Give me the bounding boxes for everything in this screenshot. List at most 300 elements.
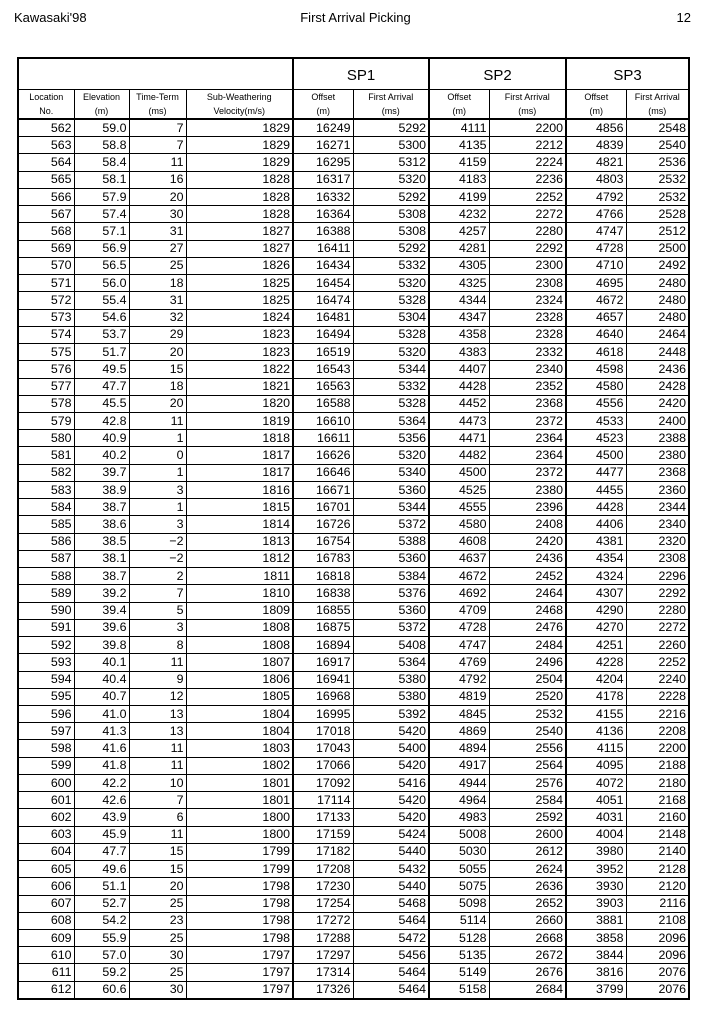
table-cell: 5392 (353, 705, 429, 722)
table-cell: 1802 (186, 757, 293, 774)
column-header-7: First Arrival (489, 90, 566, 105)
table-cell: 2212 (489, 137, 566, 154)
table-cell: 57.0 (74, 947, 129, 964)
table-cell: 2352 (489, 378, 566, 395)
table-cell: 5424 (353, 826, 429, 843)
table-cell: 0 (129, 447, 186, 464)
table-cell: 1804 (186, 723, 293, 740)
table-cell: 565 (18, 171, 74, 188)
table-cell: 2492 (626, 257, 689, 274)
table-cell: 58.4 (74, 154, 129, 171)
table-cell: 2448 (626, 344, 689, 361)
table-cell: 2228 (626, 688, 689, 705)
table-cell: 5055 (429, 861, 489, 878)
table-cell: 2340 (626, 516, 689, 533)
table-row (18, 843, 689, 860)
table-row (18, 585, 689, 602)
table-cell: 16941 (293, 671, 353, 688)
table-cell: 1815 (186, 499, 293, 516)
table-cell: 2548 (626, 119, 689, 137)
table-cell: 2464 (626, 326, 689, 343)
table-cell: 31 (129, 223, 186, 240)
table-cell: 2364 (489, 447, 566, 464)
table-cell: 2540 (626, 137, 689, 154)
table-cell: 2372 (489, 464, 566, 481)
table-cell: 1822 (186, 361, 293, 378)
table-cell: 16917 (293, 654, 353, 671)
table-cell: 4869 (429, 723, 489, 740)
table-cell: 5320 (353, 344, 429, 361)
table-cell: 16588 (293, 395, 353, 412)
table-cell: 590 (18, 602, 74, 619)
table-cell: 5432 (353, 861, 429, 878)
table-cell: 5360 (353, 550, 429, 567)
table-cell: 20 (129, 188, 186, 205)
table-cell: 16295 (293, 154, 353, 171)
table-cell: 38.7 (74, 499, 129, 516)
table-cell: 603 (18, 826, 74, 843)
table-cell: 2676 (489, 964, 566, 981)
table-cell: 17018 (293, 723, 353, 740)
table-cell: 1803 (186, 740, 293, 757)
table-cell: 594 (18, 671, 74, 688)
table-row (18, 774, 689, 791)
table-cell: 4111 (429, 119, 489, 137)
table-cell: 2 (129, 568, 186, 585)
table-cell: 2684 (489, 981, 566, 999)
table-cell: 2344 (626, 499, 689, 516)
page-number: 12 (676, 10, 691, 25)
table-cell: 3799 (566, 981, 626, 999)
table-cell: 5356 (353, 430, 429, 447)
table-cell: 2252 (626, 654, 689, 671)
table-cell: 3844 (566, 947, 626, 964)
table-cell: 596 (18, 705, 74, 722)
table-cell: 5360 (353, 602, 429, 619)
table-cell: −2 (129, 533, 186, 550)
table-cell: 4347 (429, 309, 489, 326)
table-cell: 586 (18, 533, 74, 550)
table-row (18, 481, 689, 498)
table-cell: 45.5 (74, 395, 129, 412)
table-cell: 16754 (293, 533, 353, 550)
table-cell: 5128 (429, 930, 489, 947)
table-cell: 4894 (429, 740, 489, 757)
table-cell: 2600 (489, 826, 566, 843)
table-cell: 39.8 (74, 637, 129, 654)
table-cell: 38.7 (74, 568, 129, 585)
table-cell: 7 (129, 792, 186, 809)
table-cell: 5456 (353, 947, 429, 964)
table-cell: 2368 (489, 395, 566, 412)
table-cell: 1798 (186, 878, 293, 895)
table-cell: 2108 (626, 912, 689, 929)
table-cell: 4608 (429, 533, 489, 550)
table-cell: 3980 (566, 843, 626, 860)
column-unit-9: (ms) (626, 104, 689, 119)
table-cell: 3903 (566, 895, 626, 912)
table-cell: 5332 (353, 378, 429, 395)
table-cell: 597 (18, 723, 74, 740)
table-cell: 2428 (626, 378, 689, 395)
table-cell: 17326 (293, 981, 353, 999)
table-cell: 4482 (429, 447, 489, 464)
blank-header-cell (18, 58, 293, 90)
table-cell: 54.6 (74, 309, 129, 326)
table-cell: 59.0 (74, 119, 129, 137)
table-cell: 2200 (626, 740, 689, 757)
table-cell: 2188 (626, 757, 689, 774)
table-row (18, 188, 689, 205)
table-cell: 593 (18, 654, 74, 671)
document-header-left: Kawasaki'98 (14, 10, 87, 25)
table-cell: 2396 (489, 499, 566, 516)
table-cell: 47.7 (74, 378, 129, 395)
table-cell: 3816 (566, 964, 626, 981)
table-row (18, 464, 689, 481)
table-cell: 4344 (429, 292, 489, 309)
table-cell: 2216 (626, 705, 689, 722)
table-cell: 4747 (566, 223, 626, 240)
table-cell: 5292 (353, 119, 429, 137)
table-cell: 5320 (353, 447, 429, 464)
table-cell: 16611 (293, 430, 353, 447)
table-cell: 3858 (566, 930, 626, 947)
table-cell: 42.6 (74, 792, 129, 809)
table-cell: 2500 (626, 240, 689, 257)
table-cell: 5135 (429, 947, 489, 964)
table-cell: 1801 (186, 774, 293, 791)
table-cell: 15 (129, 861, 186, 878)
table-cell: 17133 (293, 809, 353, 826)
table-cell: 16481 (293, 309, 353, 326)
table-cell: 1821 (186, 378, 293, 395)
table-cell: 1827 (186, 223, 293, 240)
table-cell: 2280 (626, 602, 689, 619)
table-cell: 47.7 (74, 843, 129, 860)
table-cell: 578 (18, 395, 74, 412)
table-cell: 1823 (186, 326, 293, 343)
table-cell: 17208 (293, 861, 353, 878)
table-cell: 2452 (489, 568, 566, 585)
table-row (18, 757, 689, 774)
table-cell: 2208 (626, 723, 689, 740)
table-row (18, 912, 689, 929)
table-cell: 18 (129, 378, 186, 395)
table-cell: 5372 (353, 619, 429, 636)
table-cell: 3952 (566, 861, 626, 878)
table-cell: 13 (129, 705, 186, 722)
table-cell: 4383 (429, 344, 489, 361)
table-cell: 2364 (489, 430, 566, 447)
table-cell: 3 (129, 481, 186, 498)
table-cell: 20 (129, 878, 186, 895)
table-row (18, 602, 689, 619)
table-row (18, 378, 689, 395)
table-cell: 4792 (566, 188, 626, 205)
table-cell: 17288 (293, 930, 353, 947)
table-cell: 1826 (186, 257, 293, 274)
table-cell: 581 (18, 447, 74, 464)
table-cell: 602 (18, 809, 74, 826)
table-cell: 5400 (353, 740, 429, 757)
table-row (18, 930, 689, 947)
table-cell: 2520 (489, 688, 566, 705)
table-cell: 4407 (429, 361, 489, 378)
table-cell: 612 (18, 981, 74, 999)
table-cell: 17314 (293, 964, 353, 981)
table-row (18, 671, 689, 688)
table-cell: 23 (129, 912, 186, 929)
table-cell: 4917 (429, 757, 489, 774)
table-cell: 4964 (429, 792, 489, 809)
table-cell: 591 (18, 619, 74, 636)
table-cell: 2168 (626, 792, 689, 809)
table-cell: 4455 (566, 481, 626, 498)
table-cell: 583 (18, 481, 74, 498)
table-cell: 2636 (489, 878, 566, 895)
table-cell: 2496 (489, 654, 566, 671)
table-cell: 4728 (566, 240, 626, 257)
table-cell: 11 (129, 154, 186, 171)
table-cell: 1810 (186, 585, 293, 602)
table-cell: 6 (129, 809, 186, 826)
table-cell: 16701 (293, 499, 353, 516)
table-cell: 2576 (489, 774, 566, 791)
table-cell: 2200 (489, 119, 566, 137)
table-cell: 17182 (293, 843, 353, 860)
table-cell: 54.2 (74, 912, 129, 929)
table-cell: 5384 (353, 568, 429, 585)
table-cell: 16317 (293, 171, 353, 188)
table-cell: 53.7 (74, 326, 129, 343)
table-cell: 2252 (489, 188, 566, 205)
table-cell: 4839 (566, 137, 626, 154)
column-header-6: Offset (429, 90, 489, 105)
table-cell: 17114 (293, 792, 353, 809)
table-cell: 2468 (489, 602, 566, 619)
table-cell: 5292 (353, 188, 429, 205)
table-cell: 4747 (429, 637, 489, 654)
table-cell: 2564 (489, 757, 566, 774)
table-cell: 16783 (293, 550, 353, 567)
table-cell: 4204 (566, 671, 626, 688)
table-cell: 1805 (186, 688, 293, 705)
table-cell: 5420 (353, 757, 429, 774)
table-cell: 2292 (489, 240, 566, 257)
table-row (18, 809, 689, 826)
table-row (18, 981, 689, 999)
table-cell: 39.7 (74, 464, 129, 481)
table-cell: 1814 (186, 516, 293, 533)
table-cell: 16894 (293, 637, 353, 654)
table-cell: 16364 (293, 206, 353, 223)
table-cell: 2368 (626, 464, 689, 481)
table-cell: 1819 (186, 412, 293, 429)
table-cell: 3881 (566, 912, 626, 929)
table-cell: 5340 (353, 464, 429, 481)
table-cell: 2584 (489, 792, 566, 809)
table-cell: 2532 (489, 705, 566, 722)
table-cell: 5308 (353, 206, 429, 223)
column-unit-2: (ms) (129, 104, 186, 119)
table-cell: 30 (129, 981, 186, 999)
table-row (18, 430, 689, 447)
table-row (18, 119, 689, 137)
table-cell: 16494 (293, 326, 353, 343)
table-cell: 16610 (293, 412, 353, 429)
table-cell: 16671 (293, 481, 353, 498)
table-cell: 1798 (186, 895, 293, 912)
table-cell: 2116 (626, 895, 689, 912)
column-header-8: Offset (566, 90, 626, 105)
table-cell: 9 (129, 671, 186, 688)
table-cell: 39.2 (74, 585, 129, 602)
table-cell: 2360 (626, 481, 689, 498)
table-cell: 604 (18, 843, 74, 860)
table-cell: 2480 (626, 292, 689, 309)
table-cell: 589 (18, 585, 74, 602)
table-cell: 38.9 (74, 481, 129, 498)
table-cell: 16726 (293, 516, 353, 533)
first-arrival-table (17, 57, 690, 1000)
table-cell: 17066 (293, 757, 353, 774)
table-cell: 59.2 (74, 964, 129, 981)
table-cell: 2528 (626, 206, 689, 223)
table-cell: 25 (129, 895, 186, 912)
table-cell: 4228 (566, 654, 626, 671)
table-row (18, 723, 689, 740)
table-cell: 25 (129, 930, 186, 947)
table-cell: 2320 (626, 533, 689, 550)
table-cell: 3930 (566, 878, 626, 895)
table-row (18, 309, 689, 326)
table-cell: 2324 (489, 292, 566, 309)
table-cell: 1797 (186, 947, 293, 964)
table-cell: 1804 (186, 705, 293, 722)
table-cell: 5464 (353, 912, 429, 929)
table-cell: 4159 (429, 154, 489, 171)
table-cell: 2096 (626, 947, 689, 964)
table-cell: 4672 (566, 292, 626, 309)
table-cell: 16543 (293, 361, 353, 378)
table-cell: 51.7 (74, 344, 129, 361)
table-cell: 4115 (566, 740, 626, 757)
table-cell: 5416 (353, 774, 429, 791)
table-cell: 4618 (566, 344, 626, 361)
table-cell: 41.6 (74, 740, 129, 757)
table-cell: 5304 (353, 309, 429, 326)
table-cell: 42.8 (74, 412, 129, 429)
table-row (18, 257, 689, 274)
table-row (18, 326, 689, 343)
column-header-0: Location (18, 90, 74, 105)
table-cell: 566 (18, 188, 74, 205)
table-cell: 4183 (429, 171, 489, 188)
table-cell: 1801 (186, 792, 293, 809)
table-cell: 579 (18, 412, 74, 429)
table-cell: 2300 (489, 257, 566, 274)
table-cell: 5292 (353, 240, 429, 257)
table-cell: 16454 (293, 275, 353, 292)
table-cell: 2308 (489, 275, 566, 292)
column-unit-5: (ms) (353, 104, 429, 119)
table-cell: 564 (18, 154, 74, 171)
table-cell: 2280 (489, 223, 566, 240)
table-cell: 2612 (489, 843, 566, 860)
table-cell: 16838 (293, 585, 353, 602)
table-cell: 1799 (186, 843, 293, 860)
table-cell: 4290 (566, 602, 626, 619)
column-header-1: Elevation (74, 90, 129, 105)
table-cell: 1817 (186, 447, 293, 464)
table-cell: 4533 (566, 412, 626, 429)
table-row (18, 619, 689, 636)
table-cell: 2148 (626, 826, 689, 843)
page-title: First Arrival Picking (300, 10, 411, 25)
table-cell: 4473 (429, 412, 489, 429)
table-cell: 4598 (566, 361, 626, 378)
table-cell: 5149 (429, 964, 489, 981)
table-cell: 16 (129, 171, 186, 188)
table-cell: 5312 (353, 154, 429, 171)
table-cell: 5364 (353, 412, 429, 429)
table-cell: 16563 (293, 378, 353, 395)
table-cell: 2652 (489, 895, 566, 912)
table-cell: 7 (129, 119, 186, 137)
table-cell: 5308 (353, 223, 429, 240)
table-cell: 2128 (626, 861, 689, 878)
table-cell: 11 (129, 740, 186, 757)
table-cell: 5472 (353, 930, 429, 947)
table-cell: 40.2 (74, 447, 129, 464)
table-cell: 2480 (626, 309, 689, 326)
table-cell: 5420 (353, 792, 429, 809)
table-row (18, 516, 689, 533)
table-cell: 2236 (489, 171, 566, 188)
table-cell: 5388 (353, 533, 429, 550)
table-cell: 2420 (626, 395, 689, 412)
table-row (18, 947, 689, 964)
table-cell: 2592 (489, 809, 566, 826)
table-cell: 2400 (626, 412, 689, 429)
table-cell: 4452 (429, 395, 489, 412)
table-cell: 4004 (566, 826, 626, 843)
table-cell: 57.4 (74, 206, 129, 223)
table-cell: 5320 (353, 275, 429, 292)
table-cell: 1828 (186, 206, 293, 223)
table-cell: 1798 (186, 912, 293, 929)
table-cell: 2660 (489, 912, 566, 929)
table-cell: 4556 (566, 395, 626, 412)
table-cell: 4072 (566, 774, 626, 791)
table-cell: 1829 (186, 119, 293, 137)
table-cell: 2536 (626, 154, 689, 171)
table-cell: 40.7 (74, 688, 129, 705)
table-row (18, 654, 689, 671)
column-header-4: Offset (293, 90, 353, 105)
table-cell: 4555 (429, 499, 489, 516)
table-cell: 4051 (566, 792, 626, 809)
table-cell: 610 (18, 947, 74, 964)
table-cell: 60.6 (74, 981, 129, 999)
table-cell: 2296 (626, 568, 689, 585)
table-cell: 1812 (186, 550, 293, 567)
table-row (18, 688, 689, 705)
table-cell: 582 (18, 464, 74, 481)
table-cell: 52.7 (74, 895, 129, 912)
table-cell: 2420 (489, 533, 566, 550)
